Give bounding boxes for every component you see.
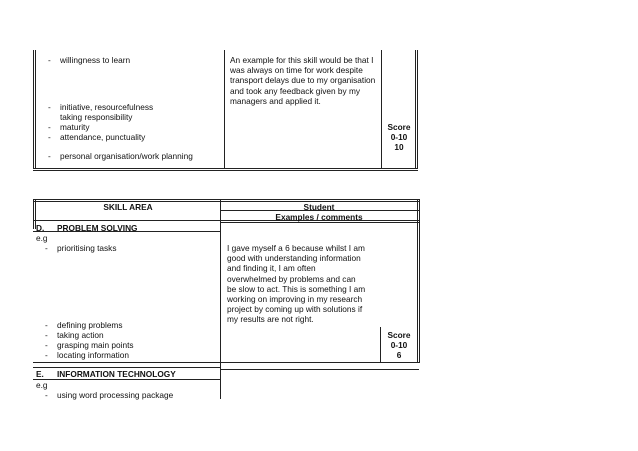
score-range: 0-10 <box>390 132 408 143</box>
section-title: PROBLEM SOLVING <box>57 223 138 233</box>
section-title: INFORMATION TECHNOLOGY <box>57 369 176 379</box>
table-border <box>33 168 418 169</box>
table-border <box>221 369 419 370</box>
table-border <box>33 362 419 363</box>
table-border <box>417 199 418 363</box>
score-value: 6 <box>396 350 402 361</box>
section-letter: E. <box>36 369 44 379</box>
eg-label: e.g <box>36 380 48 390</box>
score-range: 0-10 <box>390 340 408 351</box>
example-comment: An example for this skill would be that I was always on time for work despite transport delays due to my organisation and took any feedback given by my managers and applied it. <box>230 55 376 106</box>
table-border <box>33 199 419 200</box>
table-border <box>35 50 36 169</box>
section-letter: D. <box>36 223 45 233</box>
eg-label: e.g <box>36 233 48 243</box>
table-border <box>33 367 221 368</box>
table-border <box>417 50 418 169</box>
table-border <box>33 199 34 229</box>
score-value: 10 <box>394 142 404 153</box>
score-block <box>381 330 417 361</box>
score-label: Score <box>387 330 411 340</box>
table-border <box>224 50 225 169</box>
score-block <box>382 122 416 153</box>
score-label: Score <box>387 122 411 132</box>
student-comment: I gave myself a 6 because whilst I am good with understanding information and finding it, I am often overwhelmed by problems and can be slow to act. This is something I am working on improving in my research project by coming up with solutions if my results are not right. <box>227 243 366 325</box>
table-border <box>33 50 34 169</box>
table-border <box>419 199 420 363</box>
table-border <box>33 170 418 171</box>
examples-subheader: Examples / comments <box>275 212 363 222</box>
skill-area-header: SKILL AREA <box>103 202 153 212</box>
student-header: Student <box>303 202 335 212</box>
